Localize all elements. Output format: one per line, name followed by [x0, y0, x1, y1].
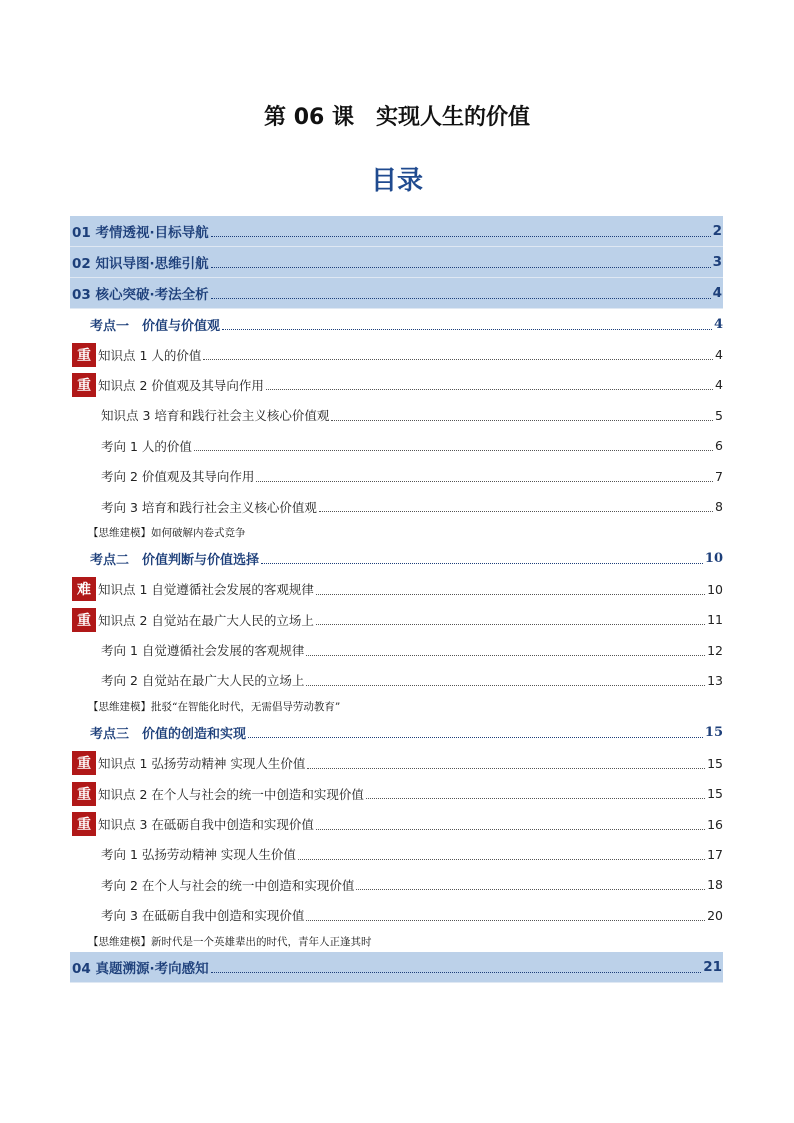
toc-page-number: 4 [712, 285, 722, 301]
dot-leader [256, 481, 713, 482]
toc-entry-label: 知识点 1 自觉遵循社会发展的客观规律 [98, 582, 314, 598]
toc-entry-label: 知识点 2 在个人与社会的统一中创造和实现价值 [98, 786, 364, 802]
toc-entry-label: 知识点 1 弘扬劳动精神 实现人生价值 [98, 756, 306, 772]
thinking-model-note: 【思维建模】如何破解内卷式竞争 [88, 527, 246, 540]
toc-page-number: 17 [707, 846, 723, 862]
toc-entry[interactable] [70, 278, 723, 309]
toc-page-number: 15 [707, 755, 723, 771]
toc-page-number: 20 [707, 907, 723, 923]
dot-leader [211, 236, 711, 237]
toc-entry[interactable] [70, 574, 723, 604]
toc-entry[interactable] [70, 400, 723, 430]
key-point-badge: 重 [72, 751, 96, 775]
toc-entry[interactable] [70, 809, 723, 839]
thinking-model-note: 【思维建模】新时代是一个英雄辈出的时代，青年人正逢其时 [88, 935, 372, 948]
toc-entry[interactable] [70, 216, 723, 247]
toc-page-number: 10 [707, 581, 723, 597]
toc-entry[interactable] [70, 431, 723, 461]
toc-entry-label: 考向 3 在砥砺自我中创造和实现价值 [101, 908, 305, 924]
toc-entry-label: 考向 2 价值观及其导向作用 [101, 469, 255, 485]
toc-entry-label: 考向 2 自觉站在最广大人民的立场上 [101, 673, 305, 689]
dot-leader [306, 655, 705, 656]
toc-entry-label: 01 考情透视·目标导航 [72, 225, 209, 241]
dot-leader [266, 389, 713, 390]
toc-page-number: 15 [704, 725, 723, 741]
toc-entry-label: 02 知识导图·思维引航 [72, 256, 209, 272]
toc-entry[interactable] [70, 778, 723, 808]
toc-page-number: 18 [707, 877, 723, 893]
toc-entry[interactable] [70, 309, 723, 339]
toc-entry[interactable] [70, 339, 723, 369]
key-point-badge: 重 [72, 782, 96, 806]
toc-entry-label: 考点二 价值判断与价值选择 [90, 553, 260, 569]
toc-entry[interactable] [70, 247, 723, 278]
toc-entry-label: 知识点 2 价值观及其导向作用 [98, 377, 264, 393]
difficult-point-badge: 难 [72, 577, 96, 601]
toc-entry[interactable] [70, 900, 723, 930]
dot-leader [203, 359, 713, 360]
toc-page-number: 6 [715, 438, 723, 454]
toc-page-number: 8 [715, 499, 723, 515]
toc-entry[interactable] [70, 665, 723, 695]
toc-entry-label: 考向 3 培育和践行社会主义核心价值观 [101, 499, 317, 515]
dot-leader [194, 450, 713, 451]
dot-leader [331, 420, 713, 421]
dot-leader [356, 889, 705, 890]
dot-leader [222, 329, 712, 330]
toc-entry[interactable] [70, 635, 723, 665]
key-point-badge: 重 [72, 373, 96, 397]
toc-page-number: 13 [707, 672, 723, 688]
dot-leader [366, 798, 705, 799]
toc-entry[interactable] [70, 605, 723, 635]
toc-entry-label: 考点三 价值的创造和实现 [90, 727, 247, 743]
document-title: 第 06 课 实现人生的价值 [264, 105, 530, 130]
toc-entry[interactable] [70, 718, 723, 748]
toc-entry[interactable] [70, 370, 723, 400]
dot-leader [248, 737, 703, 738]
toc-page-number: 4 [715, 377, 723, 393]
dot-leader [306, 685, 705, 686]
toc-page-number: 12 [707, 642, 723, 658]
toc-entry[interactable] [70, 870, 723, 900]
key-point-badge: 重 [72, 812, 96, 836]
toc-entry-label: 知识点 3 培育和践行社会主义核心价值观 [101, 408, 330, 424]
toc-entry-label: 知识点 2 自觉站在最广大人民的立场上 [98, 612, 314, 628]
dot-leader [307, 768, 705, 769]
dot-leader [316, 594, 705, 595]
toc-page-number: 16 [707, 816, 723, 832]
toc-entry-label: 知识点 3 在砥砺自我中创造和实现价值 [98, 817, 314, 833]
dot-leader [316, 624, 705, 625]
toc-entry[interactable] [70, 544, 723, 574]
table-of-contents [70, 216, 723, 983]
toc-entry-label: 04 真题溯源·考向感知 [72, 961, 209, 978]
toc-entry-label: 知识点 1 人的价值 [98, 347, 202, 363]
toc-entry-label: 考向 2 在个人与社会的统一中创造和实现价值 [101, 877, 355, 893]
dot-leader [261, 563, 703, 564]
toc-page-number: 3 [712, 254, 722, 270]
toc-page-number: 4 [713, 316, 723, 332]
toc-entry-label: 考向 1 人的价值 [101, 438, 192, 454]
toc-page-number: 10 [704, 551, 723, 567]
toc-entry-label: 考向 1 自觉遵循社会发展的客观规律 [101, 643, 305, 659]
toc-entry-label: 03 核心突破·考法全析 [72, 287, 209, 303]
key-point-badge: 重 [72, 608, 96, 632]
dot-leader [298, 859, 705, 860]
toc-page-number: 21 [703, 959, 722, 976]
toc-page-number: 15 [707, 786, 723, 802]
toc-heading: 目录 [370, 166, 423, 196]
toc-entry-label: 考点一 价值与价值观 [90, 318, 221, 334]
dot-leader [316, 829, 705, 830]
toc-entry-label: 考向 1 弘扬劳动精神 实现人生价值 [101, 847, 296, 863]
thinking-model-note: 【思维建模】批驳“在智能化时代，无需倡导劳动教育” [88, 701, 341, 714]
dot-leader [211, 298, 711, 299]
dot-leader [306, 920, 705, 921]
toc-page-number: 2 [712, 223, 722, 239]
toc-page-number: 11 [707, 612, 723, 628]
toc-page-number: 7 [715, 468, 723, 484]
toc-entry[interactable] [70, 748, 723, 778]
toc-entry[interactable] [70, 461, 723, 491]
toc-entry[interactable] [70, 952, 723, 983]
dot-leader [211, 267, 711, 268]
toc-entry[interactable] [70, 491, 723, 521]
toc-page-number: 4 [715, 347, 723, 363]
toc-page-number: 5 [715, 407, 723, 423]
dot-leader [319, 511, 713, 512]
dot-leader [211, 972, 702, 973]
key-point-badge: 重 [72, 343, 96, 367]
toc-entry[interactable] [70, 839, 723, 869]
